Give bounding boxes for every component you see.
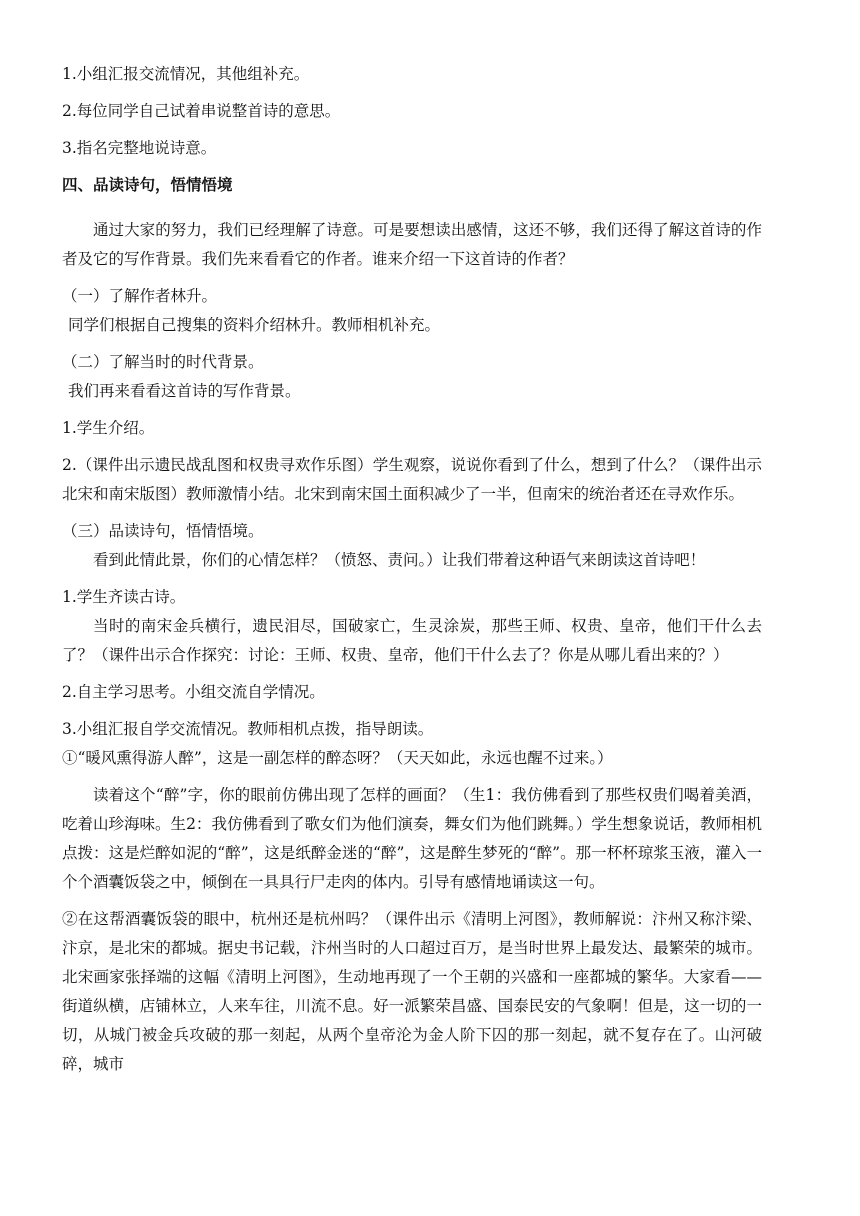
point1-text: 读着这个“醉”字，你的眼前仿佛出现了怎样的画面？（生1：我仿佛看到了那些权贵们喝着美酒，吃着山珍海味。生2：我仿佛看到了歌女们为他们演奏，舞女们为他们跳舞。）学生想象说话，教师相机点拨：这是烂醉如泥的“醉”，这是纸醉金迷的“醉”，这是醉生梦死的“醉”。那一杯杯琼浆玉液，灌入一个个酒囊饭袋之中，倾倒在一具具行尸走肉的体内。引导有感情地诵读这一句。 — [62, 785, 762, 891]
part2-title: （二）了解当时的时代背景。 — [62, 352, 264, 371]
part3-item1-text: 当时的南宋金兵横行，遗民泪尽，国破家亡，生灵涂炭，那些王师、权贵、皇帝，他们干什么去了？（课件出示合作探究：讨论：王师、权贵、皇帝，他们干什么去了？你是从哪儿看出来的？） — [62, 616, 762, 664]
section-heading: 四、品读诗句，悟情悟境 — [62, 176, 233, 194]
item-explain: 3.指名完整地说诗意。 — [62, 139, 217, 157]
part3-title: （三）品读诗句，悟情悟境。 — [62, 521, 264, 540]
part1-text: 同学们根据自己搜集的资料介绍林升。教师相机补充。 — [68, 315, 441, 334]
part2-item2: 2.（课件出示遗民战乱图和权贵寻欢作乐图）学生观察，说说你看到了什么，想到了什么？（课件出示北宋和南宋版图）教师激情小结。北宋到南宋国土面积减少了一半，但南宋的统治者还在寻欢作乐。 — [62, 455, 762, 503]
part3-item3: 3.小组汇报自学交流情况。教师相机点拨，指导朗读。 — [62, 719, 434, 738]
point2: ②在这帮酒囊饭袋的眼中，杭州还是杭州吗？（课件出示《清明上河图》，教师解说：汴州又称汴梁、汴京，是北宋的都城。据史书记载，汴州当时的人口超过百万，是当时世界上最发达、最繁荣的城市。北宋画家张择端的这幅《清明上河图》，生动地再现了一个王朝的兴盛和一座都城的繁华。大家看——街道纵横，店铺林立，人来车往，川流不息。好一派繁荣昌盛、国泰民安的气象啊！但是，这一切的一切，从城门被金兵攻破的那一刻起，从两个皇帝沦为金人阶下囚的那一刻起，就不复存在了。山河破碎，城市 — [62, 909, 762, 1073]
part3-item2: 2.自主学习思考。小组交流自学情况。 — [62, 682, 325, 701]
part2-text: 我们再来看看这首诗的写作背景。 — [68, 381, 301, 400]
item-report: 1.小组汇报交流情况，其他组补充。 — [62, 65, 310, 83]
part3-item1: 1.学生齐读古诗。 — [62, 587, 186, 606]
point1: ①“暖风熏得游人醉”，这是一副怎样的醉态呀？（天天如此，永远也醒不过来。） — [62, 748, 613, 767]
part1-title: （一）了解作者林升。 — [62, 286, 218, 305]
intro-paragraph: 通过大家的努力，我们已经理解了诗意。可是要想读出感情，这还不够，我们还得了解这首诗的作者及它的写作背景。我们先来看看它的作者。谁来介绍一下这首诗的作者？ — [62, 220, 762, 268]
part2-item1: 1.学生介绍。 — [62, 418, 155, 437]
item-retell: 2.每位同学自己试着串说整首诗的意思。 — [62, 102, 341, 120]
part3-text: 看到此情此景，你们的心情怎样？（愤怒、责问。）让我们带着这种语气来朗读这首诗吧！ — [93, 550, 706, 569]
document-page — [62, 60, 762, 1079]
